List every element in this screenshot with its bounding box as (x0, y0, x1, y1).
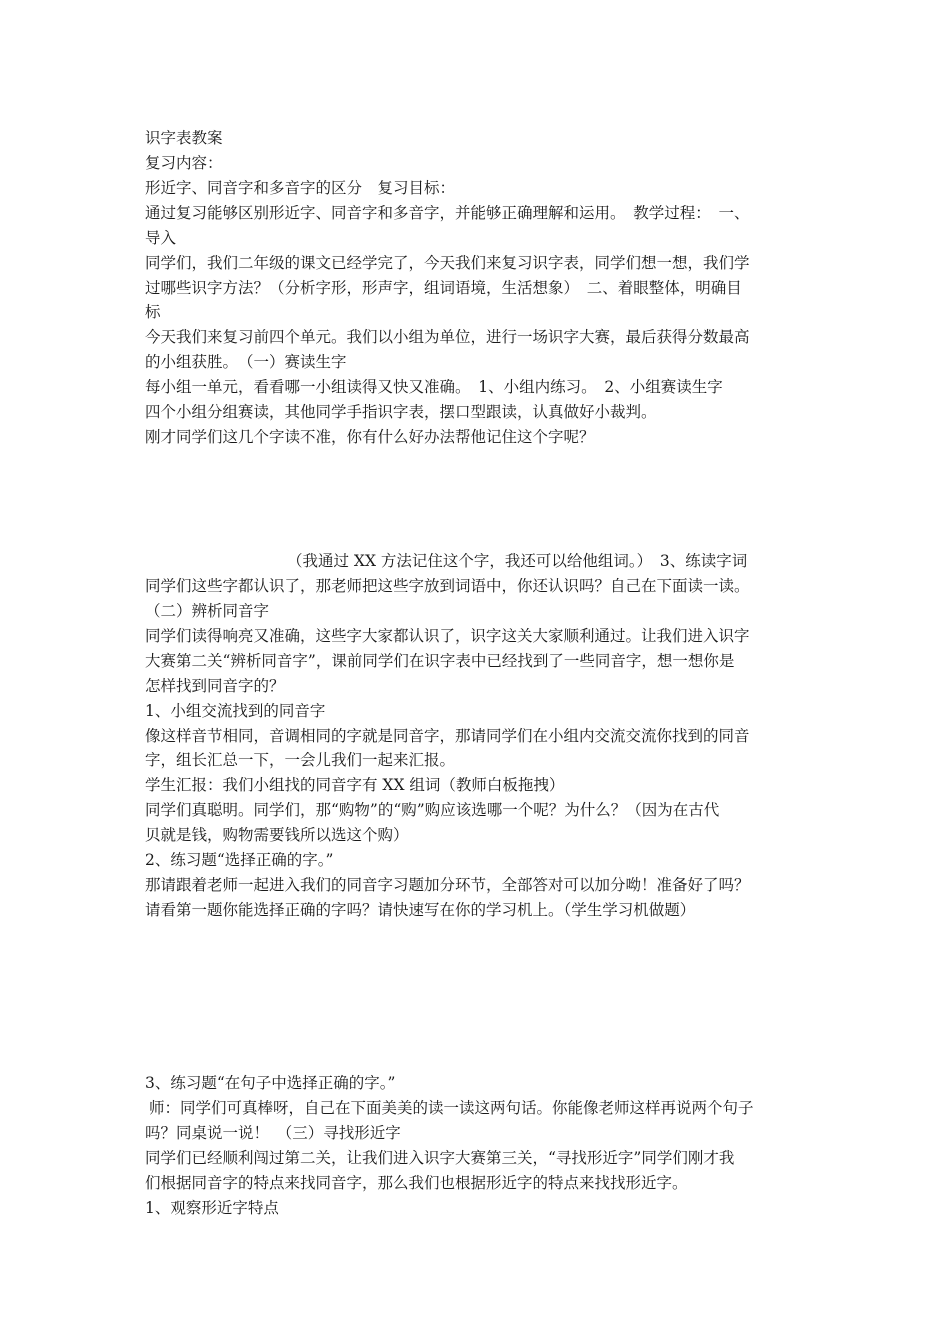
paragraph-line: 同学们，我们二年级的课文已经学完了，今天我们来复习识字表，同学们想一想，我们学 (145, 254, 750, 272)
paragraph-line: 标 (145, 303, 161, 321)
doc-title: 识字表教案 (145, 129, 223, 147)
paragraph-line: 1、观察形近字特点 (145, 1199, 279, 1217)
paragraph-line: 像这样音节相同，音调相同的字就是同音字，那请同学们在小组内交流交流你找到的同音 (145, 727, 750, 745)
paragraph-line: 过哪些识字方法？（分析字形，形声字，组词语境，生活想象） 二、着眼整体，明确目 (145, 279, 742, 297)
paragraph-line: 四个小组分组赛读，其他同学手指识字表，摆口型跟读，认真做好小裁判。 (145, 403, 657, 421)
paragraph-line: （我通过 XX 方法记住这个字，我还可以给他组词。） 3、练读字词 (287, 552, 748, 570)
paragraph-line: 同学们读得响亮又准确，这些字大家都认识了，识字这关大家顺利通过。让我们进入识字 (145, 627, 750, 645)
paragraph-line: 吗？同桌说一说！ （三）寻找形近字 (145, 1124, 401, 1142)
paragraph-line: 同学们已经顺利闯过第二关，让我们进入识字大赛第三关，“寻找形近字”同学们刚才我 (145, 1149, 735, 1167)
paragraph-line: 师：同学们可真棒呀，自己在下面美美的读一读这两句话。你能像老师这样再说两个句子 (149, 1099, 754, 1117)
paragraph-line: 导入 (145, 229, 177, 247)
paragraph-line: 3、练习题“在句子中选择正确的字。” (145, 1074, 396, 1092)
paragraph-line: 贝就是钱，购物需要钱所以选这个购） (145, 826, 409, 844)
paragraph-line: 的小组获胜。 （一）赛读生字 (145, 353, 347, 371)
paragraph-line: 1、小组交流找到的同音字 (145, 702, 326, 720)
paragraph-line: 那请跟着老师一起进入我们的同音字习题加分环节，全部答对可以加分呦！准备好了吗？ (145, 876, 750, 894)
paragraph-line: 们根据同音字的特点来找同音字，那么我们也根据形近字的特点来找找形近字。 (145, 1174, 688, 1192)
paragraph-line: 刚才同学们这几个字读不准，你有什么好办法帮他记住这个字呢？ (145, 428, 595, 446)
paragraph-line: 大赛第二关“辨析同音字”，课前同学们在识字表中已经找到了一些同音字，想一想你是 (145, 652, 735, 670)
paragraph-line: 同学们真聪明。同学们，那“购物”的“购”购应该选哪一个呢？为什么？（因为在古代 (145, 801, 720, 819)
section-heading: （二）辨析同音字 (145, 602, 270, 620)
paragraph-line: 怎样找到同音字的？ (145, 677, 285, 695)
paragraph-line: 请看第一题你能选择正确的字吗？请快速写在你的学习机上。（学生学习机做题） (145, 901, 696, 919)
paragraph-line: 复习内容： (145, 154, 223, 172)
paragraph-line: 通过复习能够区别形近字、同音字和多音字，并能够正确理解和运用。 教学过程： 一、 (145, 204, 750, 222)
paragraph-line: 2、练习题“选择正确的字。” (145, 851, 334, 869)
paragraph-line: 学生汇报：我们小组找的同音字有 XX 组词（教师白板拖拽） (145, 776, 565, 794)
paragraph-line: 同学们这些字都认识了，那老师把这些字放到词语中，你还认识吗？自己在下面读一读。 (145, 577, 750, 595)
paragraph-line: 形近字、同音字和多音字的区分 复习目标： (145, 179, 456, 197)
paragraph-line: 每小组一单元，看看哪一小组读得又快又准确。 1、小组内练习。 2、小组赛读生字 (145, 378, 723, 396)
paragraph-line: 字，组长汇总一下，一会儿我们一起来汇报。 (145, 751, 456, 769)
paragraph-line: 今天我们来复习前四个单元。我们以小组为单位，进行一场识字大赛，最后获得分数最高 (145, 328, 750, 346)
